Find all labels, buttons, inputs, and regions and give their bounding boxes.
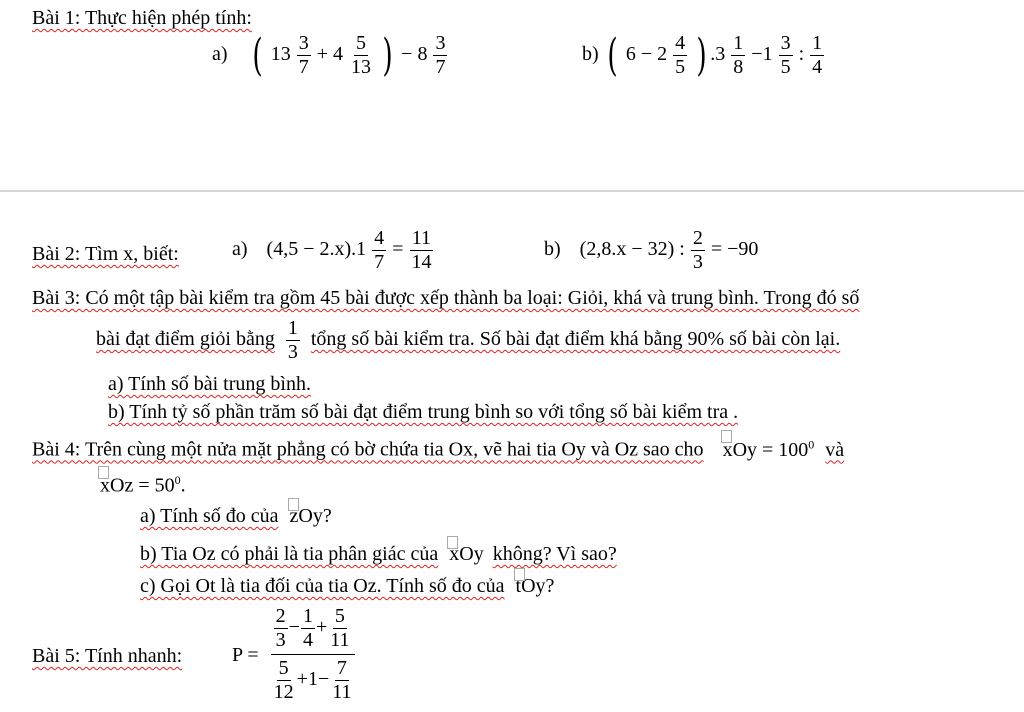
b1-b-frac2: $\frac{1}{8}$	[733, 32, 744, 78]
b5-t3: $\frac{5}{11}$	[330, 605, 350, 651]
b2-a-label: a)	[232, 238, 248, 261]
b1-a-minus8: − 8	[401, 43, 428, 66]
b5-numerator: $\frac{2}{3}$ − $\frac{1}{4}$ + $\frac{5}{11}$	[271, 606, 355, 655]
b4-question-b: b) Tia Oz có phải là tia phân giác của xOy không? Vì sao?	[140, 544, 617, 564]
b1-a-13: 13	[270, 43, 291, 66]
b4-line2: xOz = $50^0$.	[98, 474, 186, 496]
b4-question-c: c) Gọi Ot là tia đối của tia Oz. Tính số đo của tOy?	[140, 576, 554, 596]
b4-line1	[32, 438, 844, 460]
b1-a-plus4: + 4	[316, 43, 343, 66]
b1-title: Bài 1: Thực hiện phép tính:	[32, 7, 252, 29]
b1-a-frac2: $\frac{5}{13}$	[351, 32, 371, 78]
b3-line2a: bài đạt điểm giỏi bằng	[96, 328, 275, 351]
b1-a-lparen: (	[251, 29, 263, 81]
b2-b-expr: (2,8.x − 32) :	[579, 238, 685, 261]
b4-qc-angle: tOy	[514, 575, 546, 597]
b1-b-rparen: )	[696, 29, 707, 81]
b1-b-6minus2: 6 − 2	[625, 43, 668, 66]
b1-a-label: a)	[212, 43, 228, 66]
b5-t2: $\frac{1}{4}$	[302, 605, 313, 651]
b4-line1-text: Bài 4: Trên cùng một nửa mặt phẳng có bờ chứa tia Ox, vẽ hai tia Oy và Oz sao cho	[32, 438, 704, 461]
b1-b-lparen: (	[607, 29, 618, 81]
b1-b-frac1: $\frac{4}{5}$	[675, 32, 686, 78]
b1-b-label: b)	[582, 43, 599, 66]
b1-a-frac3: $\frac{3}{7}$	[435, 32, 446, 78]
b2-b-rest: = −90	[710, 238, 759, 261]
angle-symbol-icon	[514, 568, 525, 581]
b1-b-frac3: $\frac{3}{5}$	[780, 32, 791, 78]
b2-title: Bài 2: Tìm x, biết:	[32, 243, 179, 265]
b5-b2: $\frac{7}{11}$	[332, 657, 352, 703]
b2-a-frac2: $\frac{11}{14}$	[411, 227, 432, 273]
b5-b1: $\frac{5}{12}$	[273, 657, 294, 703]
b2-part-b	[544, 228, 758, 273]
b5-title: Bài 5: Tính nhanh:	[32, 645, 183, 667]
b4-xoy: xOy = $100^0$	[721, 439, 815, 461]
b4-question-a: a) Tính số đo của zOy?	[140, 506, 332, 526]
b1-b-minus1: −1	[751, 43, 773, 66]
b1-a-frac1: $\frac{3}{7}$	[298, 32, 309, 78]
b5-p-eq: P =	[232, 643, 259, 666]
b2-part-a	[232, 228, 434, 273]
b4-xoz: xOz = 50	[100, 474, 175, 497]
b5-expression	[232, 606, 358, 703]
b3-line1: Bài 3: Có một tập bài kiểm tra gồm 45 bài được xếp thành ba loại: Giỏi, khá và trung bình. Trong đó số	[32, 287, 860, 309]
b5-big-frac	[269, 606, 357, 703]
section-divider	[0, 190, 1024, 192]
b4-va: và	[825, 438, 845, 461]
b5-t1: $\frac{2}{3}$	[275, 605, 286, 651]
b5-denominator: $\frac{5}{12}$ +1− $\frac{7}{11}$	[273, 657, 352, 703]
b1-b-frac4: $\frac{1}{4}$	[812, 32, 823, 78]
b2-a-frac1: $\frac{4}{7}$	[374, 227, 385, 273]
b3-question-b: b) Tính tỷ số phần trăm số bài đạt điểm trung bình so với tổng số bài kiểm tra .	[108, 401, 739, 423]
angle-symbol-icon	[288, 498, 299, 511]
b3-question-a: a) Tính số bài trung bình.	[108, 373, 311, 395]
b4-qb-angle: xOy	[447, 543, 483, 565]
b1-b-dot3: .3	[710, 43, 726, 66]
b1-a-rparen: )	[382, 29, 393, 81]
b2-a-expr: (4,5 − 2.x).1	[266, 238, 367, 261]
b2-b-frac: $\frac{2}{3}$	[692, 227, 703, 273]
b2-b-label: b)	[544, 238, 561, 261]
b1-part-a	[212, 29, 448, 81]
b3-frac: $\frac{1}{3}$	[287, 317, 298, 363]
b4-qa-angle: zOy	[288, 505, 323, 527]
angle-symbol-icon	[721, 430, 732, 443]
b3-line2	[96, 318, 840, 363]
b3-line2b: tổng số bài kiểm tra. Số bài đạt điểm khá bằng 90% số bài còn lại.	[310, 328, 841, 351]
angle-symbol-icon	[447, 536, 458, 549]
angle-symbol-icon	[98, 466, 109, 479]
b1-b-colon: :	[798, 43, 805, 66]
b1-part-b	[582, 29, 825, 81]
b2-a-eq: =	[392, 238, 404, 261]
